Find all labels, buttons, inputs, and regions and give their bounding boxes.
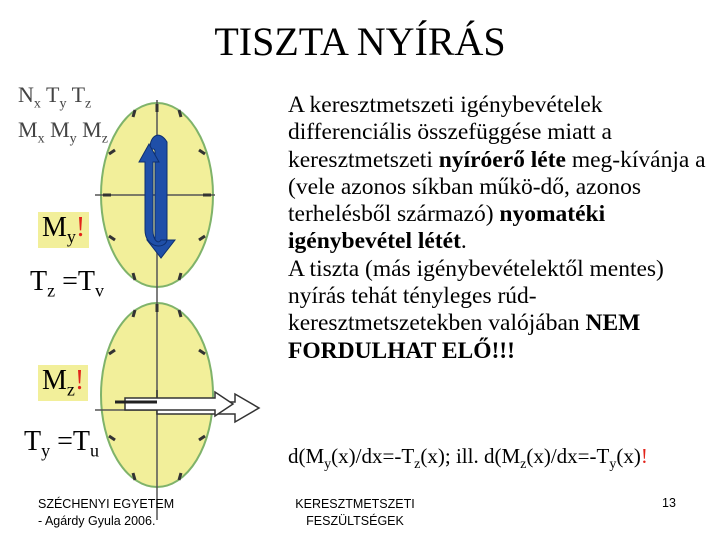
page-number: 13 — [662, 496, 676, 510]
forces-row-1: $N_x$ $T_y$ $T_z$ — [18, 82, 92, 112]
my-label: $M_y$! — [38, 212, 89, 248]
mz-label: $M_z$! — [38, 365, 88, 401]
explanation-text — [288, 92, 708, 365]
slide-title: TISZTA NYÍRÁS — [214, 19, 506, 64]
paragraph-1: A keresztmetszeti igénybevételek differenciális összefüggése miatt a keresztmetszeti nyíróerő léte meg-kívánja a (vele azonos síkban műkö-dő, azonos terhelésből származó) nyomatéki igénybevétel létét. — [288, 92, 706, 255]
cross-section-figure — [95, 90, 285, 530]
footer-author: SZÉCHENYI EGYETEM - Agárdy Gyula 2006. — [38, 497, 175, 528]
tz-tv-label: $T_z =T_v$ — [30, 266, 105, 301]
forces-row-2: $M_x$ $M_y$ $M_z$ — [18, 117, 108, 147]
footer-topic: KERESZTMETSZETI FESZÜLTSÉGEK — [295, 497, 415, 528]
ty-tu-label: $T_y =T_u$ — [24, 426, 100, 461]
differential-formula: $d(M_y(x)/dx=-T_z(x)$; ill. $d(M_z(x)/dx=-T_y(x)$! — [288, 444, 648, 473]
paragraph-2: A tiszta (más igénybevételektől mentes) nyírás tehát tényleges rúd-keresztmetszetekben valójában NEM FORDULHAT ELŐ!!! — [288, 255, 664, 364]
